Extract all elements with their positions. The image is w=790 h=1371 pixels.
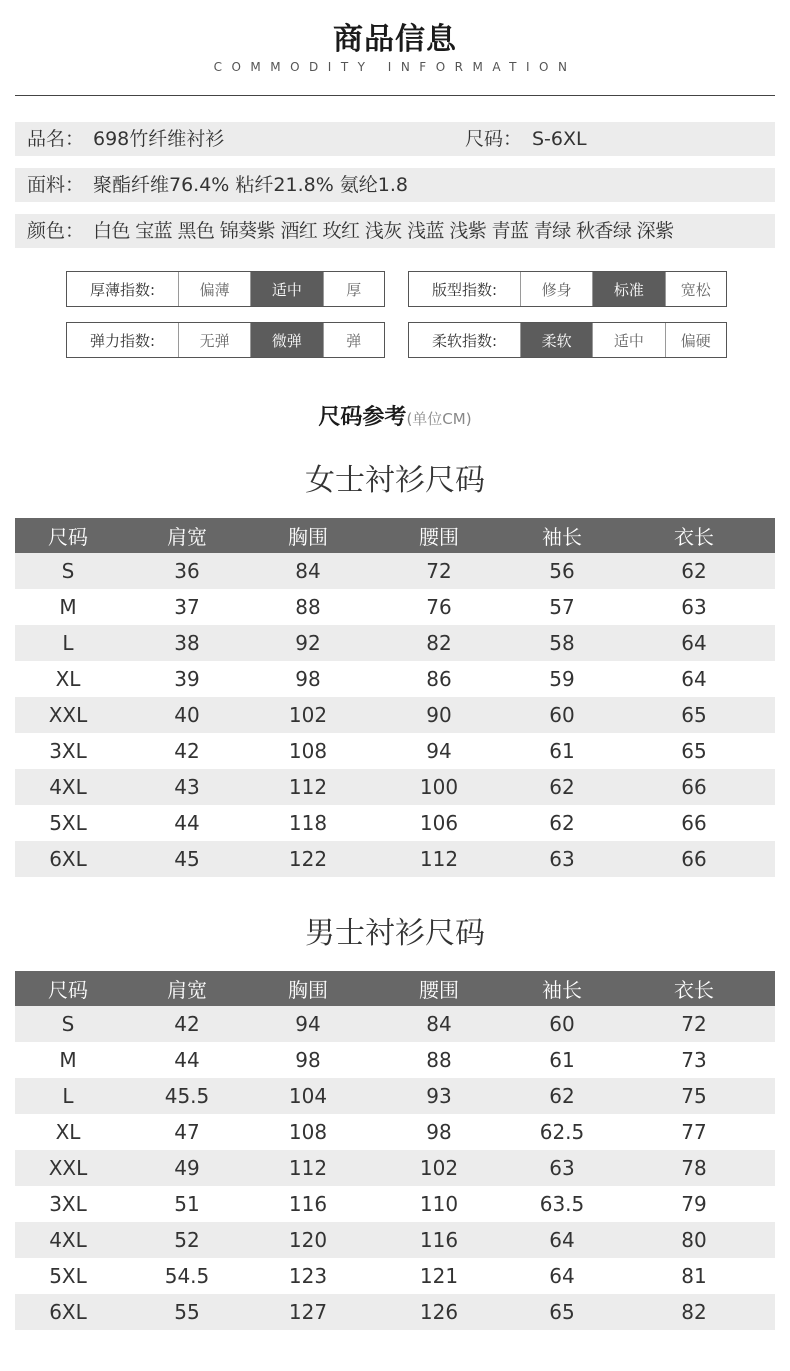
table-header-cell: 肩宽 [167, 525, 207, 549]
measurement-cell: 61 [549, 739, 575, 763]
measurement-cell: 100 [419, 775, 459, 799]
measurement-cell: 84 [295, 559, 321, 583]
size-cell: XXL [48, 1156, 88, 1180]
table-row [15, 733, 775, 769]
measurement-cell: 94 [295, 1012, 321, 1036]
measurement-cell: 64 [681, 631, 707, 655]
measurement-cell: 86 [426, 667, 452, 691]
table-header-cell: 尺码 [48, 525, 88, 549]
table-row [15, 1258, 775, 1294]
table-row [15, 1114, 775, 1150]
index-thickness [66, 271, 385, 307]
measurement-cell: 66 [681, 811, 707, 835]
measurement-cell: 47 [174, 1120, 200, 1144]
page-title: 商品信息 [333, 22, 457, 57]
measurement-cell: 38 [174, 631, 200, 655]
measurement-cell: 62 [681, 559, 707, 583]
size-value: S-6XL [532, 128, 587, 150]
table-row [15, 1186, 775, 1222]
measurement-cell: 60 [549, 703, 575, 727]
fabric-value: 聚酯纤维76.4% 粘纤21.8% 氨纶1.8 [93, 174, 409, 196]
size-reference-heading [0, 400, 790, 431]
table-header-cell: 腰围 [419, 525, 459, 549]
measurement-cell: 62 [549, 1084, 575, 1108]
measurement-cell: 78 [681, 1156, 707, 1180]
measurement-cell: 56 [549, 559, 575, 583]
measurement-cell: 51 [174, 1192, 200, 1216]
measurement-cell: 43 [174, 775, 200, 799]
measurement-cell: 82 [681, 1300, 707, 1324]
measurement-cell: 63 [549, 1156, 575, 1180]
table-row [15, 1222, 775, 1258]
measurement-cell: 42 [174, 739, 200, 763]
measurement-cell: 44 [174, 811, 200, 835]
table-row [15, 1042, 775, 1078]
table-header-cell: 衣长 [674, 978, 714, 1002]
table-row [15, 841, 775, 877]
table-row [15, 553, 775, 589]
measurement-cell: 80 [681, 1228, 707, 1252]
index-option: 弹 [323, 323, 384, 357]
measurement-cell: 63 [681, 595, 707, 619]
measurement-cell: 98 [295, 667, 321, 691]
measurement-cell: 45 [174, 847, 200, 871]
men-size-table [15, 971, 775, 1330]
measurement-cell: 63.5 [539, 1192, 585, 1216]
measurement-cell: 57 [549, 595, 575, 619]
measurement-cell: 98 [295, 1048, 321, 1072]
measurement-cell: 64 [681, 667, 707, 691]
measurement-cell: 106 [419, 811, 459, 835]
info-row-name [15, 122, 775, 156]
measurement-cell: 102 [288, 703, 328, 727]
table-row [15, 1006, 775, 1042]
table-row [15, 1078, 775, 1114]
index-option-selected: 标准 [592, 272, 664, 306]
size-cell: 3XL [49, 1192, 87, 1216]
info-row-color [15, 214, 775, 248]
measurement-cell: 54.5 [164, 1264, 210, 1288]
measurement-cell: 81 [681, 1264, 707, 1288]
page-subtitle: COMMODITY INFORMATION [213, 60, 577, 74]
measurement-cell: 88 [426, 1048, 452, 1072]
size-cell: 5XL [49, 1264, 87, 1288]
table-header [15, 518, 775, 553]
table-header [15, 971, 775, 1006]
measurement-cell: 52 [174, 1228, 200, 1252]
table-header-cell: 袖长 [542, 525, 582, 549]
index-option: 适中 [592, 323, 664, 357]
measurement-cell: 64 [549, 1264, 575, 1288]
measurement-cell: 45.5 [164, 1084, 210, 1108]
measurement-cell: 44 [174, 1048, 200, 1072]
size-reference-title: 尺码参考 [318, 405, 407, 430]
index-option: 偏薄 [178, 272, 250, 306]
fabric-label: 面料： [27, 174, 85, 196]
index-elasticity [66, 322, 385, 358]
measurement-cell: 66 [681, 775, 707, 799]
index-option: 无弹 [178, 323, 250, 357]
index-option: 修身 [520, 272, 592, 306]
measurement-cell: 62 [549, 775, 575, 799]
measurement-cell: 61 [549, 1048, 575, 1072]
size-cell: XL [55, 667, 81, 691]
table-row [15, 661, 775, 697]
table-row [15, 589, 775, 625]
measurement-cell: 126 [419, 1300, 459, 1324]
measurement-cell: 92 [295, 631, 321, 655]
size-reference-unit: (单位CM) [406, 410, 472, 428]
measurement-cell: 98 [426, 1120, 452, 1144]
measurement-cell: 49 [174, 1156, 200, 1180]
measurement-cell: 123 [288, 1264, 328, 1288]
size-label: 尺码： [465, 128, 523, 150]
size-cell: M [59, 1048, 77, 1072]
table-row [15, 805, 775, 841]
table-header-cell: 袖长 [542, 978, 582, 1002]
measurement-cell: 118 [288, 811, 328, 835]
measurement-cell: 116 [288, 1192, 328, 1216]
table-row [15, 625, 775, 661]
table-header-cell: 腰围 [419, 978, 459, 1002]
measurement-cell: 104 [288, 1084, 328, 1108]
measurement-cell: 55 [174, 1300, 200, 1324]
men-table-title: 男士衬衫尺码 [305, 916, 485, 951]
table-row [15, 697, 775, 733]
measurement-cell: 65 [681, 739, 707, 763]
index-option: 偏硬 [665, 323, 726, 357]
color-label: 颜色： [27, 220, 85, 242]
table-row [15, 1150, 775, 1186]
size-cell: 4XL [49, 1228, 87, 1252]
size-cell: L [62, 631, 74, 655]
measurement-cell: 112 [288, 1156, 328, 1180]
name-label: 品名： [27, 128, 85, 150]
size-cell: 3XL [49, 739, 87, 763]
measurement-cell: 93 [426, 1084, 452, 1108]
measurement-cell: 88 [295, 595, 321, 619]
table-row [15, 769, 775, 805]
measurement-cell: 75 [681, 1084, 707, 1108]
name-value: 698竹纤维衬衫 [93, 128, 225, 150]
table-header-cell: 胸围 [288, 525, 328, 549]
index-option-selected: 适中 [250, 272, 322, 306]
info-row-fabric [15, 168, 775, 202]
measurement-cell: 112 [288, 775, 328, 799]
measurement-cell: 63 [549, 847, 575, 871]
index-fit [408, 271, 727, 307]
measurement-cell: 60 [549, 1012, 575, 1036]
measurement-cell: 108 [288, 1120, 328, 1144]
measurement-cell: 94 [426, 739, 452, 763]
size-cell: S [61, 559, 75, 583]
size-cell: L [62, 1084, 74, 1108]
size-cell: M [59, 595, 77, 619]
women-table-title: 女士衬衫尺码 [305, 463, 485, 498]
women-size-table [15, 518, 775, 877]
index-label: 版型指数: [431, 280, 497, 299]
index-option: 厚 [323, 272, 384, 306]
measurement-cell: 127 [288, 1300, 328, 1324]
measurement-cell: 82 [426, 631, 452, 655]
size-cell: 6XL [49, 1300, 87, 1324]
measurement-cell: 120 [288, 1228, 328, 1252]
measurement-cell: 122 [288, 847, 328, 871]
index-label: 弹力指数: [89, 331, 155, 350]
index-option-selected: 微弹 [250, 323, 322, 357]
index-softness [408, 322, 727, 358]
measurement-cell: 108 [288, 739, 328, 763]
index-option-selected: 柔软 [520, 323, 592, 357]
table-header-cell: 衣长 [674, 525, 714, 549]
size-cell: 4XL [49, 775, 87, 799]
size-cell: S [61, 1012, 75, 1036]
size-cell: 5XL [49, 811, 87, 835]
measurement-cell: 66 [681, 847, 707, 871]
size-cell: XL [55, 1120, 81, 1144]
size-cell: XXL [48, 703, 88, 727]
measurement-cell: 90 [426, 703, 452, 727]
measurement-cell: 121 [419, 1264, 459, 1288]
measurement-cell: 116 [419, 1228, 459, 1252]
measurement-cell: 64 [549, 1228, 575, 1252]
measurement-cell: 62 [549, 811, 575, 835]
measurement-cell: 112 [419, 847, 459, 871]
measurement-cell: 72 [681, 1012, 707, 1036]
measurement-cell: 65 [549, 1300, 575, 1324]
measurement-cell: 36 [174, 559, 200, 583]
measurement-cell: 62.5 [539, 1120, 585, 1144]
measurement-cell: 65 [681, 703, 707, 727]
measurement-cell: 72 [426, 559, 452, 583]
index-label: 柔软指数: [431, 331, 497, 350]
index-option: 宽松 [665, 272, 726, 306]
measurement-cell: 76 [426, 595, 452, 619]
table-header-cell: 尺码 [48, 978, 88, 1002]
measurement-cell: 110 [419, 1192, 459, 1216]
measurement-cell: 59 [549, 667, 575, 691]
table-row [15, 1294, 775, 1330]
measurement-cell: 73 [681, 1048, 707, 1072]
table-header-cell: 肩宽 [167, 978, 207, 1002]
measurement-cell: 39 [174, 667, 200, 691]
measurement-cell: 40 [174, 703, 200, 727]
measurement-cell: 37 [174, 595, 200, 619]
index-label: 厚薄指数: [89, 280, 155, 299]
measurement-cell: 77 [681, 1120, 707, 1144]
color-value: 白色 宝蓝 黑色 锦葵紫 酒红 玫红 浅灰 浅蓝 浅紫 青蓝 青绿 秋香绿 深紫 [93, 220, 674, 242]
measurement-cell: 79 [681, 1192, 707, 1216]
table-header-cell: 胸围 [288, 978, 328, 1002]
measurement-cell: 58 [549, 631, 575, 655]
header-divider [15, 95, 775, 96]
measurement-cell: 84 [426, 1012, 452, 1036]
size-cell: 6XL [49, 847, 87, 871]
measurement-cell: 102 [419, 1156, 459, 1180]
measurement-cell: 42 [174, 1012, 200, 1036]
